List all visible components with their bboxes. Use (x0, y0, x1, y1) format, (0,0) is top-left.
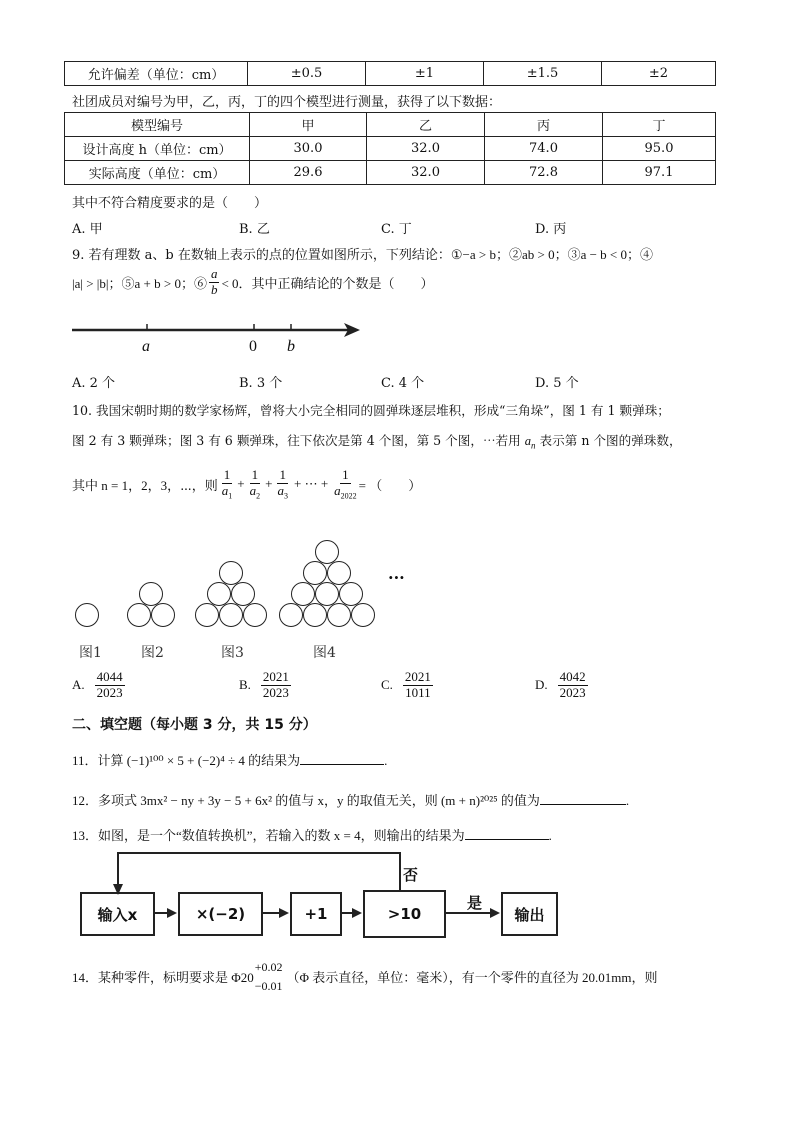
term-var: a (221, 482, 229, 498)
tolerance-stack (255, 958, 283, 995)
table-cell: 32.0 (367, 161, 485, 185)
tolerance-lower: −0.01 (254, 978, 283, 993)
q11-tail: . (384, 753, 388, 768)
axis-label-b: b (287, 338, 295, 355)
tolerance-value: ±0.5 (248, 62, 366, 86)
fig-label-4: 图4 (313, 645, 336, 661)
q14-start: 14．某种零件，标明要求是 Φ20 (72, 970, 254, 986)
tolerance-value: ±1 (366, 62, 484, 86)
q10-line2-end: 表示第 n 个图的弹珠数， (535, 433, 682, 448)
q8-option-c: C. 丁 (381, 222, 412, 237)
section-title: 二、填空题（每小题 3 分，共 15 分） (72, 717, 317, 733)
q9-option-d: D. 5 个 (535, 376, 579, 391)
q10-var: a (524, 434, 532, 448)
q9-option-a: A. 2 个 (72, 376, 116, 391)
fraction-numerator: 4042 (559, 669, 586, 684)
plus-sign: + (265, 476, 273, 492)
q11-text: 11．计算 (−1)¹⁰⁰ × 5 + (−2)⁴ ÷ 4 的结果为 (72, 753, 301, 768)
term-numerator: 1 (223, 467, 231, 482)
fraction-denominator: b (210, 281, 218, 297)
q9-conclusions-3: < 0．其中正确结论的个数是（ ） (221, 275, 434, 291)
fig-label-1: 图1 (79, 645, 102, 661)
table-cell: 29.6 (250, 161, 367, 185)
q13-tail: . (548, 828, 552, 843)
q9-conclusions-2: |a| > |b|；⑤a + b > 0；⑥ (72, 275, 207, 291)
q8-option-a: A. 甲 (72, 222, 103, 237)
q10-line3-end: = （ ） (358, 477, 422, 493)
fraction-denominator: 1011 (405, 684, 431, 700)
tolerance-label: 允许偏差（单位：cm） (65, 62, 248, 86)
q9-option-b: B. 3 个 (239, 376, 283, 391)
fraction-denominator: 2023 (559, 684, 586, 700)
term-var: a (249, 482, 257, 498)
table-header: 丁 (603, 113, 716, 137)
flow-box-compare: >10 (363, 890, 446, 938)
q13-text: 13．如图，是一个“数值转换机”，若输入的数 x = 4，则输出的结果为 (72, 828, 465, 843)
q12-tail: . (625, 793, 630, 808)
table-cell: 95.0 (603, 137, 716, 161)
option-letter: B. (239, 677, 251, 693)
fraction-numerator: 2021 (262, 669, 289, 684)
q8-option-b: B. 乙 (239, 222, 270, 237)
fraction-numerator: 2021 (404, 669, 431, 684)
table-header: 乙 (367, 113, 485, 137)
q10-line2-start: 图 2 有 3 颗弹珠；图 3 有 6 颗弹珠，往下依次是第 4 个图，第 5 个图，⋯若用 (72, 433, 525, 448)
term-sub: 2022 (340, 491, 357, 501)
fraction-numerator: 4044 (96, 669, 123, 684)
table-cell: 74.0 (485, 137, 603, 161)
term-sub: 3 (283, 491, 288, 501)
q9-stem: 若有理数 a、b 在数轴上表示的点的位置如图所示，下列结论： (88, 248, 451, 263)
table-header: 模型编号 (65, 113, 250, 137)
table-cell: 72.8 (485, 161, 603, 185)
q14 (72, 958, 658, 995)
fraction-denominator: 2023 (96, 684, 123, 700)
flow-label-no: 否 (403, 866, 419, 884)
flow-box-output: 输出 (501, 892, 558, 936)
flow-box-multiply: ×(−2) (178, 892, 263, 936)
flow-label-yes: 是 (467, 894, 483, 912)
flow-box-add: +1 (290, 892, 342, 936)
table-cell: 97.1 (603, 161, 716, 185)
fig-label-3: 图3 (221, 645, 244, 661)
option-letter: A. (72, 677, 85, 693)
q10-sub: n (531, 440, 536, 451)
q10-line1: 10. 我国宋朝时期的数学家杨辉，曾将大小完全相同的圆弹珠逐层堆积，形成“三角垛”，图 1 有 1 颗弹珠； (72, 403, 670, 418)
q9-conclusions-1: ①−a > b；②ab > 0；③a − b < 0；④ (450, 247, 654, 262)
term-numerator: 1 (251, 467, 259, 482)
q10-line3-start: 其中 n = 1，2，3，⋯，则 (72, 477, 218, 493)
q9-option-c: C. 4 个 (381, 376, 425, 391)
tolerance-value: ±2 (602, 62, 716, 86)
q8-intro: 社团成员对编号为甲，乙，丙，丁的四个模型进行测量，获得了以下数据： (72, 95, 502, 110)
table-header: 甲 (250, 113, 367, 137)
term-var: a (277, 482, 284, 498)
row-label: 实际高度（单位：cm） (65, 161, 250, 185)
term-var: a (334, 482, 341, 498)
option-letter: C. (381, 677, 393, 693)
option-letter: D. (535, 677, 548, 693)
q8-option-d: D. 丙 (535, 222, 567, 237)
table-cell: 30.0 (250, 137, 367, 161)
axis-label-zero: 0 (249, 338, 257, 355)
fraction-denominator: 2023 (262, 684, 289, 700)
flow-box-input: 输入x (80, 892, 155, 936)
axis-label-a: a (142, 338, 150, 355)
figure-ellipsis: ··· (388, 568, 405, 587)
term-sub: 1 (228, 491, 233, 501)
tolerance-upper: +0.02 (254, 960, 283, 974)
q9-number: 9. (72, 248, 85, 263)
row-label: 设计高度 h（单位：cm） (65, 137, 250, 161)
plus-sign: + (237, 476, 245, 492)
table-cell: 32.0 (367, 137, 485, 161)
term-numerator: 1 (342, 467, 349, 482)
fraction-numerator: a (210, 266, 218, 281)
term-numerator: 1 (279, 467, 286, 482)
ellipsis-sum: + ⋯ + (293, 476, 329, 492)
q14-end: （Φ 表示直径，单位：毫米），有一个零件的直径为 20.01mm，则 (286, 970, 658, 986)
tolerance-value: ±1.5 (484, 62, 602, 86)
fig-label-2: 图2 (141, 645, 164, 661)
q12-text: 12．多项式 3mx² − ny + 3y − 5 + 6x² 的值与 x，y 的取值无关，则 (m + n)²⁰²⁵ 的值为 (72, 793, 540, 808)
term-sub: 2 (256, 491, 261, 501)
q8-question: 其中不符合精度要求的是（ ） (72, 196, 268, 211)
table-header: 丙 (485, 113, 603, 137)
